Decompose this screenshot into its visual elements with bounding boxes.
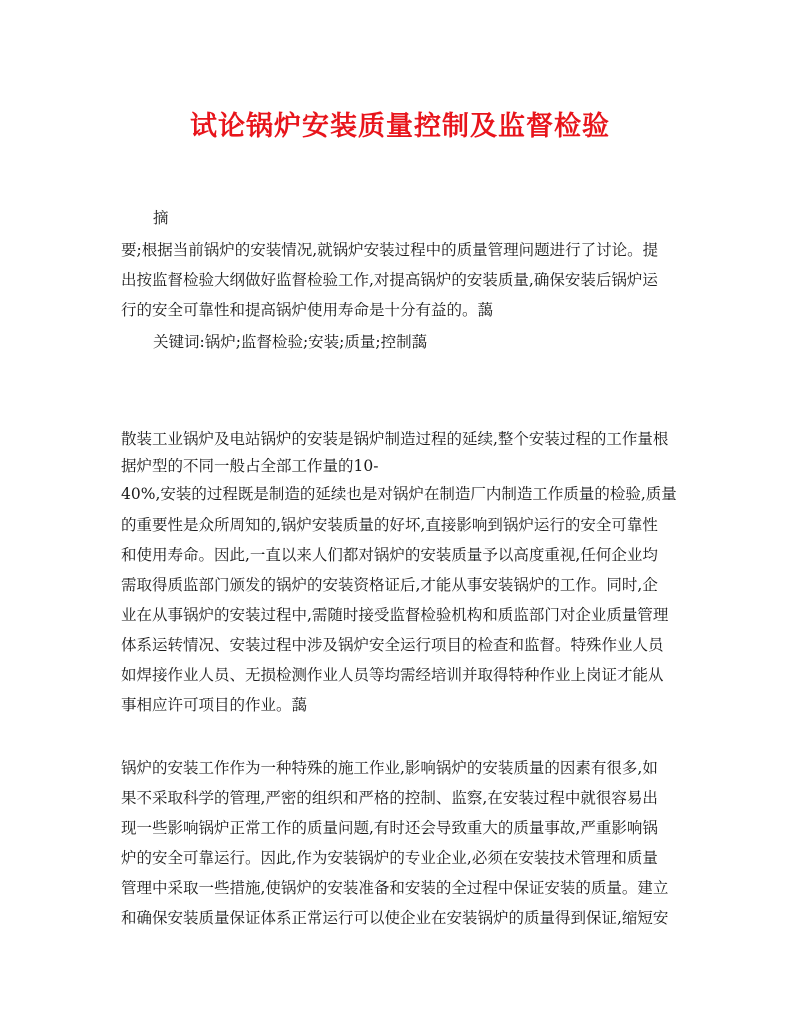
paragraph-2-line: 和确保安装质量保证体系正常运行可以使企业在安装锅炉的质量得到保证,缩短安 [121,909,669,927]
paragraph-1-line: 体系运转情况、安装过程中涉及锅炉安全运行项目的检查和监督。特殊作业人员 [121,636,664,654]
paragraph-1-line: 据炉型的不同一般占全部工作量的10- [121,457,379,475]
paragraph-2-line: 现一些影响锅炉正常工作的质量问题,有时还会导致重大的质量事故,严重影响锅 [121,819,658,837]
abstract-line: 出按监督检验大纲做好监督检验工作,对提高锅炉的安装质量,确保安装后锅炉运 [121,271,658,289]
document-title: 试论锅炉安装质量控制及监督检验 [190,111,610,142]
paragraph-1-line: 40%,安装的过程既是制造的延续也是对锅炉在制造厂内制造工作质量的检验,质量 [121,485,677,503]
paragraph-2-line: 果不采取科学的管理,严密的组织和严格的控制、监察,在安装过程中就很容易出 [121,789,658,807]
keywords-line: 关键词:锅炉;监督检验;安装;质量;控制藹 [153,333,428,351]
paragraph-1-line: 如焊接作业人员、无损检测作业人员等均需经培训并取得特种作业上岗证才能从 [121,666,664,684]
paragraph-1-line: 业在从事锅炉的安装过程中,需随时接受监督检验机构和质监部门对企业质量管理 [121,606,669,624]
paragraph-1-line: 散装工业锅炉及电站锅炉的安装是锅炉制造过程的延续,整个安装过程的工作量根 [121,430,669,448]
paragraph-1-line: 的重要性是众所周知的,锅炉安装质量的好坏,直接影响到锅炉运行的安全可靠性 [121,516,658,534]
paragraph-2-line: 管理中采取一些措施,使锅炉的安装准备和安装的全过程中保证安装的质量。建立 [121,879,669,897]
abstract-heading: 摘 [153,209,169,227]
paragraph-1-line: 需取得质监部门颁发的锅炉的安装资格证后,才能从事安装锅炉的工作。同时,企 [121,576,658,594]
paragraph-2-line: 锅炉的安装工作作为一种特殊的施工作业,影响锅炉的安装质量的因素有很多,如 [121,759,658,777]
paragraph-1-line: 事相应许可项目的作业。藹 [121,696,308,714]
paragraph-1-line: 和使用寿命。因此,一直以来人们都对锅炉的安装质量予以高度重视,任何企业均 [121,546,658,564]
abstract-line: 要;根据当前锅炉的安装情况,就锅炉安装过程中的质量管理问题进行了讨论。提 [121,241,659,259]
paragraph-2-line: 炉的安全可靠运行。因此,作为安装锅炉的专业企业,必须在安装技术管理和质量 [121,849,658,867]
abstract-line: 行的安全可靠性和提高锅炉使用寿命是十分有益的。藹 [121,301,494,319]
